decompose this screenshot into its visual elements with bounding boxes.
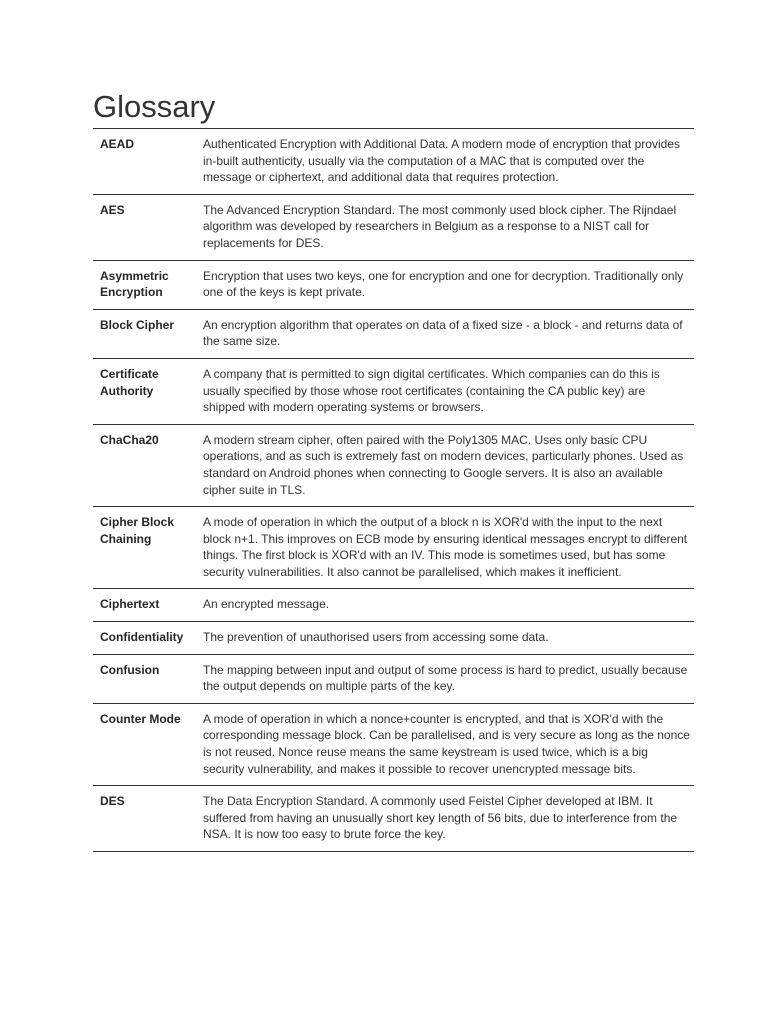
glossary-term: Counter Mode [100, 711, 181, 726]
glossary-definition: The Advanced Encryption Standard. The most commonly used block cipher. The Rijndael algorithm was developed by researchers in Belgium as a response to a NIST call for replacements for DES. [203, 202, 677, 250]
glossary-row [93, 507, 694, 589]
glossary-term: Certificate Authority [100, 366, 159, 398]
glossary-definition: A modern stream cipher, often paired with the Poly1305 MAC. Uses only basic CPU operations, and as such is extremely fast on modern devices, particularly phones. Used as standard on Android phones when connecting to Google servers. It is also an available cipher suite in TLS. [203, 432, 684, 497]
page-title: Glossary [93, 89, 216, 124]
glossary-term: Ciphertext [100, 597, 160, 612]
glossary-definition: A company that is permitted to sign digital certificates. Which companies can do this is usually specified by those whose root certificates (containing the CA public key) are shipped with modern operating systems or browsers. [203, 366, 660, 415]
glossary-definition: The prevention of unauthorised users from accessing some data. [203, 630, 549, 645]
glossary-row [93, 622, 694, 655]
glossary-term: ChaCha20 [100, 432, 159, 447]
glossary-definition: A mode of operation in which the output of a block n is XOR'd with the input to the next block n+1. This improves on ECB mode by ensuring identical messages encrypt to different things. The first block is XOR'd with an IV. This mode is sometimes used, but has some security vulnerabilities. It also cannot be parallelised, which makes it inefficient. [203, 515, 688, 579]
glossary-term: Asymmetric Encryption [100, 268, 169, 300]
glossary-definition: Authenticated Encryption with Additional Data. A modern mode of encryption that provides in-built authenticity, usually via the computation of a MAC that is computed over the message or ciphertext, and additional data that requires protection. [203, 137, 680, 185]
glossary-row [93, 589, 694, 622]
glossary-definition: A mode of operation in which a nonce+counter is encrypted, and that is XOR'd with the corresponding message block. Can be parallelised, and is very secure as long as the nonce is not reused. Nonce reuse means the same keystream is used twice, which is a big security vulnerability, and makes it possible to recover unencrypted message bits. [203, 711, 690, 776]
glossary-definition: The mapping between input and output of some process is hard to predict, usually because the output depends on multiple parts of the key. [203, 662, 688, 694]
glossary-row [93, 655, 694, 704]
glossary-row [93, 261, 694, 310]
glossary-term: Confidentiality [100, 630, 184, 645]
glossary-definition: The Data Encryption Standard. A commonly used Feistel Cipher developed at IBM. It suffered from having an unusually short key length of 56 bits, due to interference from the NSA. It is now too easy to brute force the key. [203, 794, 678, 842]
glossary-row [93, 359, 694, 425]
glossary-term: Confusion [100, 662, 160, 677]
glossary-row [93, 786, 694, 852]
glossary-row [93, 704, 694, 786]
glossary-term: AEAD [100, 137, 135, 151]
glossary-table [93, 128, 694, 852]
glossary-row [93, 195, 694, 261]
glossary-term: DES [100, 794, 125, 809]
glossary-term: Cipher Block Chaining [100, 515, 175, 546]
glossary-definition: An encryption algorithm that operates on data of a fixed size - a block - and returns data of the same size. [203, 317, 683, 349]
glossary-row [93, 425, 694, 507]
glossary-definition: An encrypted message. [203, 597, 330, 612]
glossary-row [93, 129, 694, 195]
glossary-term: AES [100, 202, 125, 217]
glossary-page [93, 86, 694, 852]
glossary-definition: Encryption that uses two keys, one for encryption and one for decryption. Traditionally only one of the keys is kept private. [203, 268, 684, 300]
glossary-row [93, 310, 694, 359]
glossary-term: Block Cipher [100, 317, 175, 332]
